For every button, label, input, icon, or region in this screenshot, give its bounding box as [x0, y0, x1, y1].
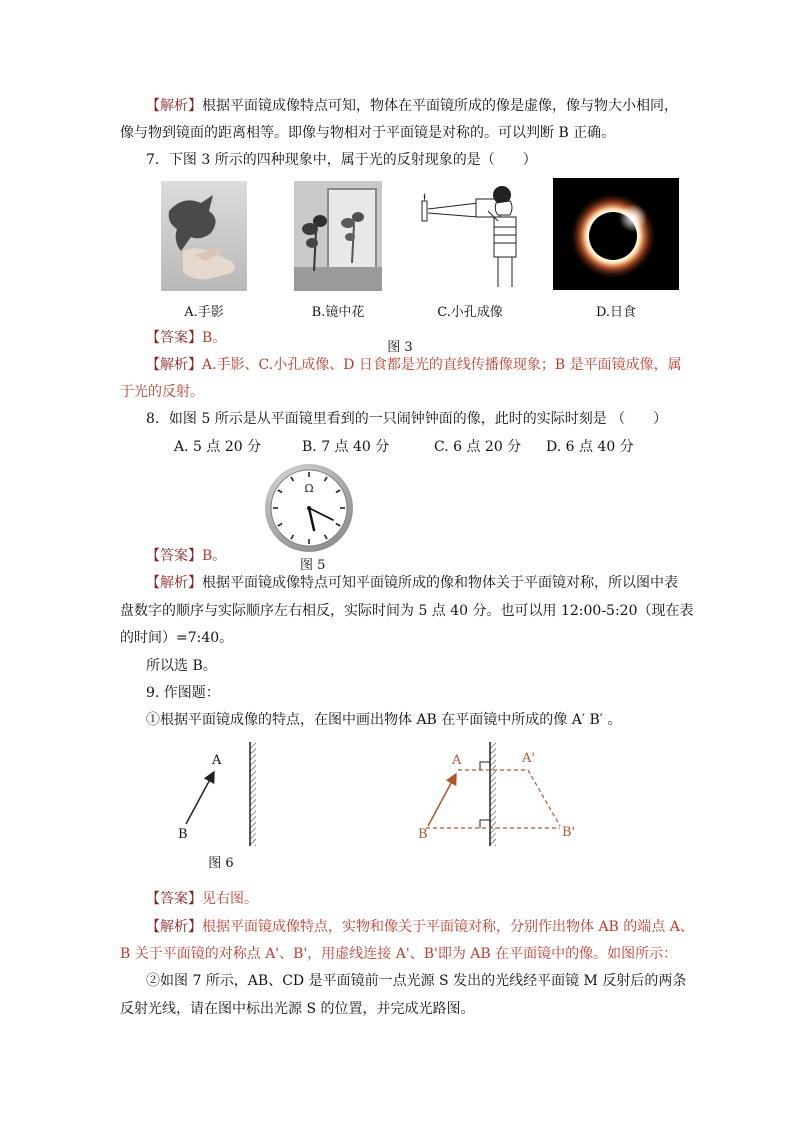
mirror-flower-image [294, 181, 382, 291]
q6-analysis-line1: 【解析】根据平面镜成像特点可知，物体在平面镜所成的像是虚像，像与物大小相同， [146, 98, 678, 114]
point-b-label: B [178, 827, 188, 842]
q9-analysis-line2: B 关于平面镜的对称点 A'、B'，用虚线连接 A'、B'即为 AB 在平面镜中的像。如图所示： [120, 946, 678, 962]
q7-question: 7．下图 3 所示的四种现象中，属于光的反射现象的是（ ） [146, 152, 537, 168]
image-a-b-prime [528, 770, 560, 826]
q9-analysis-line1: 【解析】根据平面镜成像特点，实物和像关于平面镜对称，分别作出物体 AB 的端点 A、 [146, 919, 694, 935]
option-d-label: D.日食 [595, 305, 637, 320]
figure-3-label: 图 3 [387, 340, 413, 355]
mirror-clock-image [263, 462, 355, 554]
q8-option-a: A. 5 点 20 分 [174, 439, 262, 455]
answer-diagram [410, 738, 590, 852]
q9-part2-line1: ②如图 7 所示，AB、CD 是平面镜前一点光源 S 发出的光线经平面镜 M 反射后的两条 [146, 973, 687, 989]
option-a-label: A.手影 [184, 305, 224, 320]
q7-analysis-line2: 于光的反射。 [120, 384, 204, 400]
q8-option-c: C. 6 点 20 分 [434, 439, 522, 455]
q7-answer: 【答案】B。 [146, 330, 227, 346]
answer-label: 【答案】 [146, 891, 202, 907]
analysis-label: 【解析】 [146, 575, 202, 591]
q6-analysis-line2: 像与物到镜面的距离相等。即像与物相对于平面镜是对称的。可以判断 B 正确。 [120, 125, 616, 141]
solar-eclipse-image [553, 178, 679, 290]
arrow-ab [186, 772, 214, 824]
q7-analysis-line1: 【解析】A.手影、C.小孔成像、D 日食都是光的直线传播像现象；B 是平面镜成像，属 [146, 357, 682, 373]
q9-part1: ①根据平面镜成像的特点，在图中画出物体 AB 在平面镜中所成的像 A′ B′ 。 [146, 712, 622, 728]
q8-question: 8．如图 5 所示是从平面镜里看到的一只闹钟钟面的像，此时的实际时刻是 （ ） [146, 411, 668, 427]
answer-point-a: A [452, 753, 462, 768]
pinhole-camera-image [418, 181, 522, 291]
q8-answer: 【答案】B。 [146, 548, 227, 564]
figure-6-diagram [170, 738, 280, 852]
figure-5-label: 图 5 [300, 558, 326, 573]
clock-omega-symbol: Ω [304, 482, 314, 495]
q9-answer: 【答案】见右图。 [146, 891, 258, 907]
answer-label: 【答案】 [146, 548, 202, 564]
point-a-label: A [212, 753, 222, 768]
answer-point-b-prime: B' [562, 825, 576, 840]
q8-option-b: B. 7 点 40 分 [302, 439, 390, 455]
option-c-label: C.小孔成像 [437, 305, 503, 320]
q8-analysis-line2: 盘数字的顺序与实际顺序左右相反，实际时间为 5 点 40 分。也可以用 12:00-5:20（现在表 [120, 603, 694, 619]
hand-shadow-image [161, 181, 247, 291]
option-b-label: B.镜中花 [311, 305, 365, 320]
answer-point-b: B [418, 827, 428, 842]
q9-part2-line2: 反射光线，请在图中标出光源 S 的位置，并完成光路图。 [120, 1001, 475, 1017]
arrow-ab-answer [428, 774, 456, 826]
q8-conclusion: 所以选 B。 [146, 658, 217, 674]
answer-point-a-prime: A' [522, 751, 535, 766]
analysis-label: 【解析】 [146, 98, 202, 114]
q8-analysis-line1: 【解析】根据平面镜成像特点可知平面镜所成的像和物体关于平面镜对称，所以图中表 [146, 575, 678, 591]
q8-option-d: D. 6 点 40 分 [546, 439, 634, 455]
analysis-label: 【解析】 [146, 919, 202, 935]
q9-title: 9. 作图题： [146, 685, 220, 701]
q8-analysis-line3: 的时间）=7:40。 [120, 630, 234, 646]
answer-label: 【答案】 [146, 330, 202, 346]
analysis-label: 【解析】 [146, 357, 202, 373]
figure-6-label: 图 6 [208, 856, 234, 871]
